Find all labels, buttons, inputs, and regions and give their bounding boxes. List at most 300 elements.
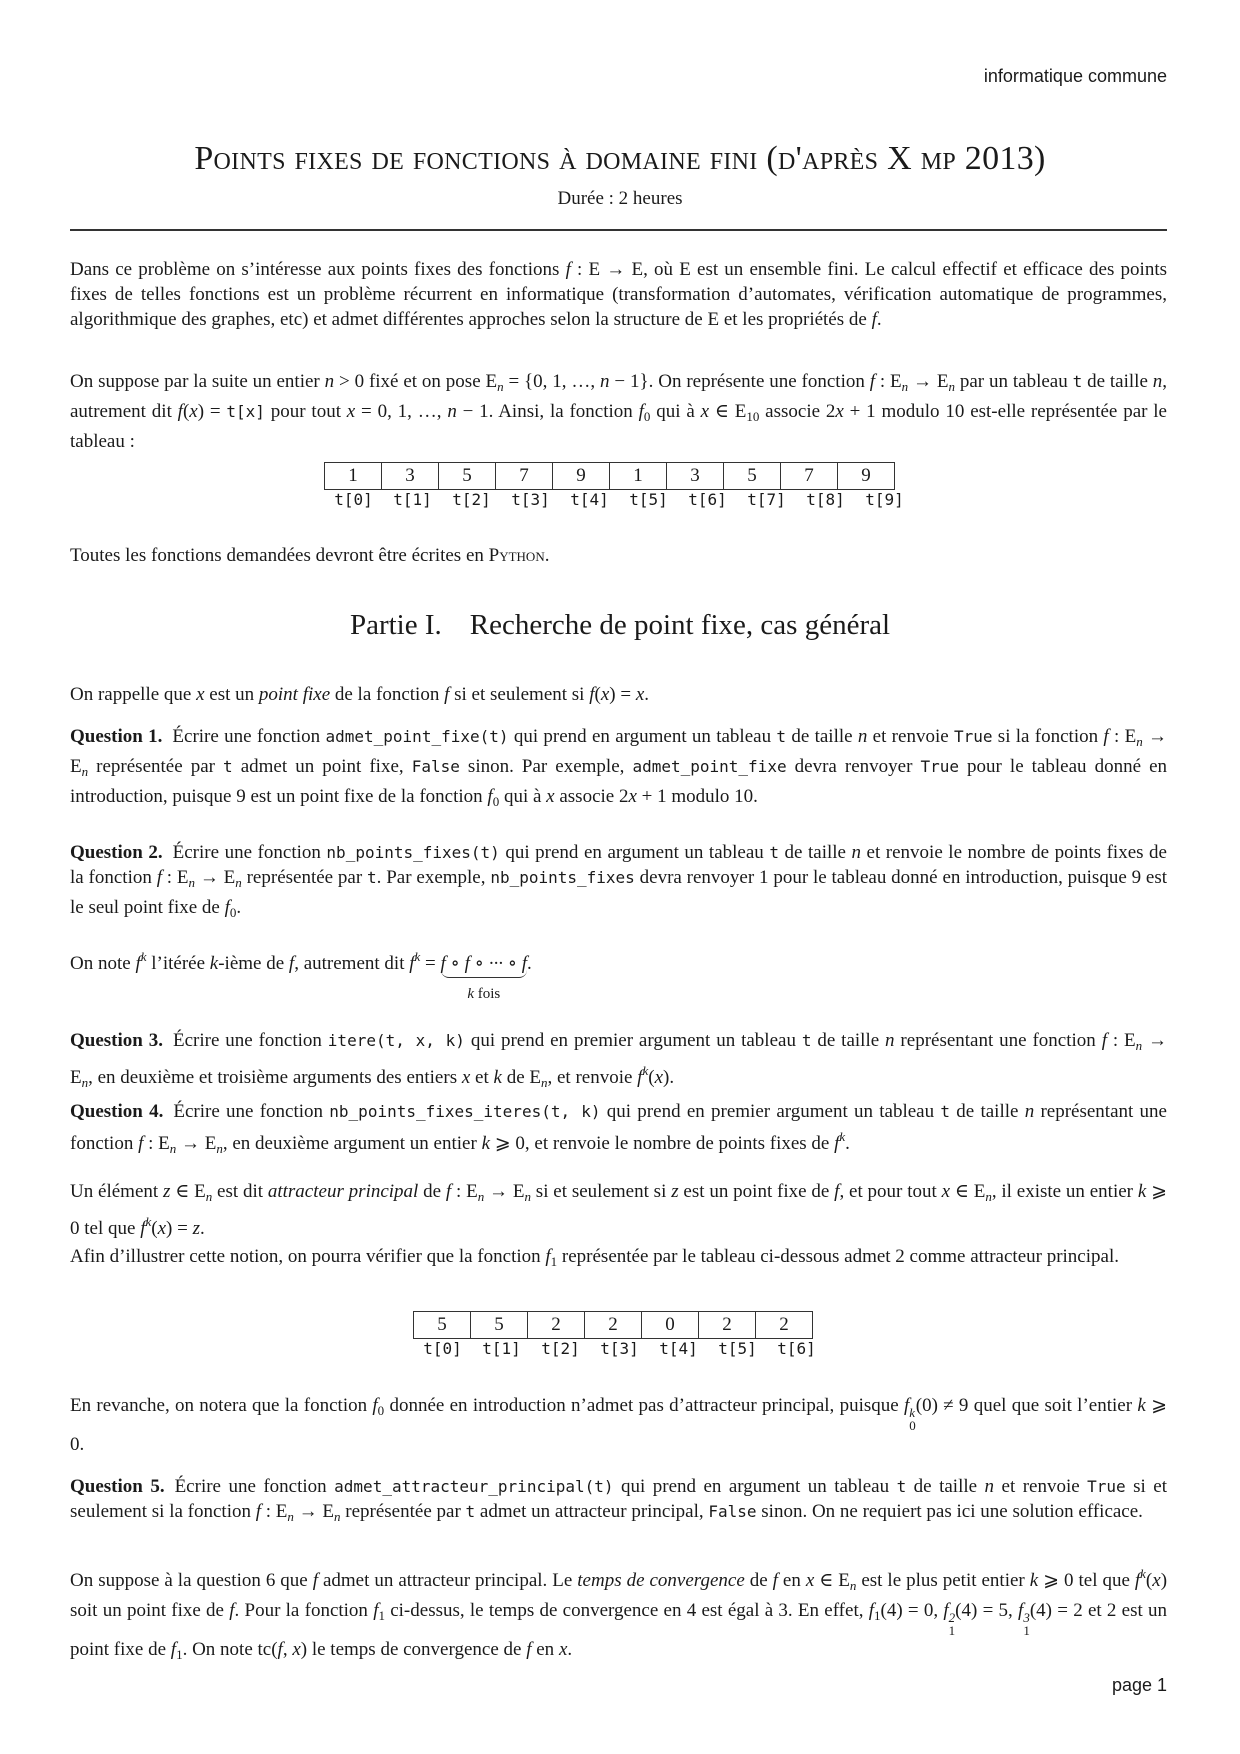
- math-var: f: [943, 1600, 949, 1621]
- text: , autrement dit: [294, 953, 410, 974]
- text: de taille: [1082, 371, 1153, 392]
- math-var: f: [638, 401, 644, 422]
- text: On suppose par la suite un entier: [70, 371, 325, 392]
- table-f0: [324, 462, 914, 509]
- code: True: [920, 757, 959, 776]
- superscript: k: [839, 1129, 846, 1144]
- text: ⩾ 0 tel que: [1038, 1570, 1135, 1591]
- array-cell: 9: [553, 463, 610, 490]
- text: donnée en introduction n’admet pas d’attracteur principal, puisque: [384, 1395, 904, 1416]
- text: .: [567, 1639, 573, 1660]
- superscript: k: [909, 1405, 916, 1420]
- text: par un tableau: [955, 371, 1073, 392]
- index-label: t[0]: [423, 1339, 462, 1358]
- text: admet un attracteur principal. Le: [317, 1570, 578, 1591]
- text: + 1 modulo 10 est-elle représentée par le tableau :: [70, 401, 1167, 452]
- code: admet_attracteur_principal(t): [334, 1477, 614, 1496]
- text: , en deuxième argument un entier: [222, 1133, 482, 1154]
- text: Toutes les fonctions demandées devront être écrites en: [70, 545, 489, 566]
- array-cell: 7: [781, 463, 838, 490]
- code: admet_point_fixe: [632, 757, 787, 776]
- composition-underbrace: [440, 953, 528, 1002]
- math-var: f: [255, 1501, 262, 1522]
- text: : E: [261, 1501, 288, 1522]
- text: en: [531, 1639, 559, 1660]
- math-var: z: [671, 1181, 679, 1202]
- text: qui prend en premier argument un tableau: [600, 1101, 941, 1122]
- math-var: k: [1029, 1570, 1039, 1591]
- math-var: f: [871, 309, 877, 330]
- math-var: n: [600, 371, 610, 392]
- math-var: k: [1137, 1395, 1146, 1416]
- text: pour tout: [264, 401, 347, 422]
- array-cell: 2: [699, 1312, 756, 1339]
- subscript: 10: [746, 409, 760, 424]
- math-var: x: [189, 401, 198, 422]
- math-var: z: [192, 1218, 200, 1239]
- subscript: n: [169, 1141, 177, 1156]
- text: si et seulement si: [530, 1181, 672, 1202]
- text: de taille: [811, 1030, 886, 1051]
- text: (0) ≠ 9 quel que soit l’entier: [915, 1395, 1138, 1416]
- index-label: t[5]: [629, 490, 668, 509]
- subscript: 0: [229, 905, 237, 920]
- text: Écrire une fonction: [172, 1030, 328, 1051]
- text: − 1}. On représente une fonction: [609, 371, 870, 392]
- text: → E: [176, 1133, 217, 1154]
- text: associe 2: [554, 786, 629, 807]
- index-label: t[8]: [806, 490, 845, 509]
- code: True: [1087, 1477, 1126, 1496]
- index-label: t[3]: [600, 1339, 639, 1358]
- math-var: x: [628, 786, 637, 807]
- text: .: [544, 545, 550, 566]
- part-number: Partie I.: [349, 609, 442, 641]
- math-var: f: [277, 1639, 283, 1660]
- array-cell: 5: [724, 463, 781, 490]
- text: admet un attracteur principal,: [475, 1501, 709, 1522]
- subscript: 0: [909, 1418, 916, 1433]
- text: : E → E, où E est un ensemble fini. Le calcul effectif et efficace des points fixes de telles fonctions est un problème récurrent en informatique (transformation d’automates, vérification automatique de programmes, algorithmique des graphes, etc) et admet différentes approches selon la structure de E et les propriétés de: [70, 259, 1167, 330]
- question-2: [70, 840, 1167, 925]
- document-title: Points fixes de fonctions à domaine fini (d'après X mp 2013): [194, 140, 1046, 177]
- text: de E: [501, 1067, 541, 1088]
- text: Écrire une fonction: [174, 1476, 335, 1497]
- subscript: 1: [948, 1623, 956, 1638]
- code: t: [776, 727, 787, 746]
- math-var: f: [135, 953, 141, 974]
- code: True: [953, 727, 993, 746]
- superscript: k: [1140, 1566, 1146, 1581]
- array-cell: 5: [439, 463, 496, 490]
- text: ∈ E: [709, 401, 747, 422]
- text: -ième de: [218, 953, 289, 974]
- text: , il existe un entier: [991, 1181, 1138, 1202]
- subscript: n: [81, 1075, 89, 1090]
- array-cell: 5: [471, 1312, 528, 1339]
- text: qui prend en premier argument un tableau: [464, 1030, 802, 1051]
- course-header: informatique commune: [983, 66, 1167, 86]
- math-var: f: [229, 1600, 235, 1621]
- math-var: f: [868, 1600, 875, 1621]
- text: sinon. Par exemple,: [459, 756, 633, 777]
- text: (4) = 5,: [955, 1600, 1019, 1621]
- index-label: t[1]: [482, 1339, 521, 1358]
- text: On suppose à la question 6 que: [70, 1570, 313, 1591]
- math-var: f: [772, 1570, 778, 1591]
- array-cell: 2: [528, 1312, 585, 1339]
- subscript: 1: [176, 1647, 183, 1662]
- question-label: Question 3.: [70, 1030, 163, 1051]
- text: → E: [293, 1501, 335, 1522]
- math-var: f: [834, 1133, 840, 1154]
- math-var: f: [372, 1395, 378, 1416]
- array-cell: 3: [667, 463, 724, 490]
- text: ,: [282, 1639, 293, 1660]
- superscript: k: [642, 1063, 649, 1078]
- text: ⩾ 0 tel que: [70, 1181, 1167, 1239]
- code: False: [411, 757, 460, 776]
- python-note: [70, 543, 1167, 568]
- subscript: n: [1136, 734, 1143, 749]
- text: ci-dessus, le temps de convergence en 4 est égal à 3. En effet,: [384, 1600, 869, 1621]
- code: t[x]: [226, 402, 265, 421]
- array-cell: 3: [382, 463, 439, 490]
- text: (: [1145, 1570, 1153, 1591]
- subscript: 1: [1023, 1623, 1030, 1638]
- subscript: n: [849, 1578, 857, 1593]
- composition: f ∘ f ∘ ··· ∘ f: [440, 953, 528, 974]
- math-var: f: [637, 1067, 643, 1088]
- iterate-definition: [70, 944, 1167, 1002]
- question-label: Question 4.: [70, 1101, 164, 1122]
- text: → E: [70, 1030, 1168, 1088]
- subscript: n: [1135, 1038, 1143, 1053]
- text: est un: [204, 684, 259, 705]
- math-var: f: [409, 953, 415, 974]
- text: . Par exemple,: [376, 867, 491, 888]
- text: qui prend en argument un tableau: [613, 1476, 897, 1497]
- text: : E: [1106, 1030, 1136, 1051]
- text: Afin d’illustrer cette notion, on pourra vérifier que la fonction: [70, 1246, 546, 1267]
- code: False: [708, 1502, 757, 1521]
- text: On note: [70, 953, 136, 974]
- index-label: t[5]: [718, 1339, 757, 1358]
- text: ) =: [609, 684, 636, 705]
- math-var: attracteur principal: [267, 1181, 419, 1202]
- math-var: k: [1137, 1181, 1147, 1202]
- code: admet_point_fixe(t): [325, 727, 509, 746]
- math-var: f: [526, 1639, 532, 1660]
- subscript: n: [216, 1141, 223, 1156]
- superscript: 3: [1023, 1610, 1030, 1625]
- superscript: k: [145, 1214, 152, 1229]
- text: représentant une fonction: [70, 1101, 1167, 1154]
- index-label: t[6]: [688, 490, 727, 509]
- small-caps: Python: [488, 545, 545, 566]
- text: ∈ E: [950, 1181, 986, 1202]
- subscript: n: [497, 379, 504, 394]
- intro-paragraph-1: [70, 257, 1167, 332]
- text: =: [420, 953, 441, 974]
- iterate-text: [70, 949, 441, 974]
- subscript: n: [81, 764, 89, 779]
- math-var: k: [493, 1067, 502, 1088]
- text: qui prend en argument un tableau: [499, 842, 770, 863]
- math-var: f: [903, 1395, 910, 1416]
- math-var: x: [805, 1570, 815, 1591]
- text: → E: [908, 371, 949, 392]
- math-var: f: [1103, 726, 1109, 747]
- subscript: n: [985, 1189, 992, 1204]
- text: ) =: [197, 401, 227, 422]
- superscript: k: [140, 949, 147, 964]
- code: t: [896, 1477, 907, 1496]
- code: t: [465, 1502, 476, 1521]
- title-divider: [70, 229, 1167, 231]
- convergence-definition: [70, 1561, 1167, 1667]
- subscript: 0: [643, 409, 651, 424]
- math-var: f: [288, 953, 295, 974]
- math-var: point fixe: [258, 684, 331, 705]
- code: nb_points_fixes: [490, 868, 635, 887]
- text: en: [777, 1570, 806, 1591]
- math-var: n: [885, 1030, 895, 1051]
- subscript: n: [477, 1189, 485, 1204]
- math-var: x: [635, 684, 645, 705]
- math-var: n: [857, 726, 868, 747]
- text: = 0, 1, …,: [355, 401, 448, 422]
- index-label: t[9]: [865, 490, 904, 509]
- index-label: t[2]: [541, 1339, 580, 1358]
- math-var: f: [138, 1133, 144, 1154]
- math-var: x: [461, 1067, 471, 1088]
- text: : E: [451, 1181, 478, 1202]
- index-labels: [413, 1339, 826, 1358]
- k-var: k: [467, 986, 474, 1002]
- text: (4) = 0,: [880, 1600, 944, 1621]
- text: . On note tc(: [182, 1639, 278, 1660]
- text: (: [182, 401, 190, 422]
- text: .: [644, 684, 649, 705]
- math-var: x: [600, 684, 610, 705]
- superscript: k: [414, 949, 421, 964]
- math-var: n: [851, 842, 861, 863]
- code: t: [801, 1031, 812, 1050]
- text: devra renvoyer: [786, 756, 921, 777]
- array-cell: 1: [610, 463, 667, 490]
- text: − 1. Ainsi, la fonction: [456, 401, 639, 422]
- subscript: 1: [550, 1254, 558, 1269]
- part-title: Recherche de point fixe, cas général: [469, 609, 891, 641]
- text: .: [845, 1133, 850, 1154]
- text: Écrire une fonction: [172, 842, 327, 863]
- text: de: [418, 1181, 446, 1202]
- math-var: f: [1101, 1030, 1107, 1051]
- code: nb_points_fixes_iteres(t, k): [329, 1102, 601, 1121]
- text: ) le temps de convergence de: [300, 1639, 527, 1660]
- math-var: f: [312, 1570, 318, 1591]
- text: représentant une fonction: [894, 1030, 1102, 1051]
- index-labels: [324, 490, 914, 509]
- text: de: [744, 1570, 773, 1591]
- text: et renvoie: [867, 726, 954, 747]
- math-var: x: [700, 401, 710, 422]
- table-f1: [413, 1311, 826, 1358]
- array-cell: 2: [585, 1312, 642, 1339]
- text: de la fonction: [330, 684, 445, 705]
- text: .: [199, 1218, 205, 1239]
- text: Un élément: [70, 1181, 163, 1202]
- math-var: f: [869, 371, 876, 392]
- text: pour le tableau donné en introduction, puisque 9 est un point fixe de la fonction: [70, 756, 1168, 807]
- text: > 0 fixé et on pose E: [334, 371, 498, 392]
- math-var: x: [1152, 1570, 1161, 1591]
- index-label: t[0]: [334, 490, 373, 509]
- text: est un point fixe de: [678, 1181, 835, 1202]
- subscript: n: [188, 875, 196, 890]
- math-var: k: [481, 1133, 490, 1154]
- text: admet un point fixe,: [232, 756, 412, 777]
- math-var: f: [156, 867, 162, 888]
- text: ) soit un point fixe de: [70, 1570, 1168, 1621]
- text: : E: [161, 867, 189, 888]
- index-label: t[1]: [393, 490, 432, 509]
- part-heading: [0, 609, 1240, 642]
- subscript: n: [205, 1189, 213, 1204]
- question-4: [70, 1099, 1167, 1161]
- math-var: n: [447, 401, 457, 422]
- text: et renvoie: [994, 1476, 1088, 1497]
- text: : E: [1108, 726, 1137, 747]
- question-label: Question 1.: [70, 726, 163, 747]
- math-var: x: [346, 401, 356, 422]
- math-var: f: [1134, 1570, 1141, 1591]
- text: (4) = 2 et 2 est un point fixe de: [70, 1600, 1168, 1660]
- text: ∈ E: [814, 1570, 850, 1591]
- subscript: n: [901, 379, 909, 394]
- text: associe 2: [759, 401, 836, 422]
- question-3: [70, 1028, 1167, 1095]
- code: t: [223, 757, 233, 776]
- text: et renvoie le nombre de points fixes de la fonction: [70, 842, 1167, 888]
- array-table: [413, 1311, 813, 1339]
- math-var: f: [1018, 1600, 1024, 1621]
- text: représentée par: [340, 1501, 466, 1522]
- math-var: z: [163, 1181, 171, 1202]
- math-var: x: [546, 786, 555, 807]
- text: → E: [195, 867, 236, 888]
- text: qui à: [499, 786, 547, 807]
- math-var: f: [545, 1246, 551, 1267]
- math-var: n: [1024, 1101, 1035, 1122]
- subscript: 0: [492, 794, 500, 809]
- math-var: f: [834, 1181, 840, 1202]
- text: est le plus petit entier: [856, 1570, 1030, 1591]
- text: (: [151, 1218, 158, 1239]
- text: = {0, 1, …,: [503, 371, 601, 392]
- attractor-definition: [70, 1179, 1167, 1241]
- array-cell: 7: [496, 463, 553, 490]
- subscript: n: [235, 875, 242, 890]
- array-table: [324, 462, 895, 490]
- math-var: x: [157, 1218, 167, 1239]
- question-label: Question 5.: [70, 1476, 165, 1497]
- array-cell: 1: [325, 463, 382, 490]
- text: est dit: [212, 1181, 268, 1202]
- text: Dans ce problème on s’intéresse aux points fixes des fonctions: [70, 259, 566, 280]
- code: nb_points_fixes(t): [326, 843, 500, 862]
- index-label: t[2]: [452, 490, 491, 509]
- math-var: n: [1152, 371, 1163, 392]
- text: si et seulement si: [449, 684, 590, 705]
- index-label: t[3]: [511, 490, 550, 509]
- subscript: n: [334, 1509, 341, 1524]
- text: de taille: [906, 1476, 985, 1497]
- page-number: page 1: [1111, 1675, 1167, 1695]
- text: sinon. On ne requiert pas ici une solution efficace.: [756, 1501, 1143, 1522]
- subscript: n: [540, 1075, 548, 1090]
- text: , autrement dit: [70, 371, 1168, 422]
- text: . Pour la fonction: [234, 1600, 374, 1621]
- math-var: x: [558, 1639, 568, 1660]
- text: : E: [875, 371, 902, 392]
- text: de taille: [778, 842, 852, 863]
- text: → E: [70, 726, 1168, 777]
- exam-duration: Durée : 2 heures: [557, 188, 683, 209]
- text: En revanche, on notera que la fonction: [70, 1395, 373, 1416]
- counter-example: [70, 1393, 1167, 1457]
- math-var: f: [565, 259, 571, 280]
- index-label: t[7]: [747, 490, 786, 509]
- code: itere(t, x, k): [327, 1031, 465, 1050]
- math-var: f: [589, 684, 595, 705]
- fois-label: fois: [473, 986, 501, 1002]
- text: ) =: [166, 1218, 193, 1239]
- illustration-text: [70, 1244, 1167, 1274]
- array-cell: 9: [838, 463, 895, 490]
- question-5: [70, 1474, 1167, 1529]
- fixed-point-definition: [70, 682, 1167, 707]
- code: t: [1072, 372, 1083, 391]
- array-cell: 5: [414, 1312, 471, 1339]
- text: ).: [663, 1067, 675, 1088]
- math-var: x: [196, 684, 205, 705]
- code: t: [940, 1102, 951, 1121]
- text: , et renvoie: [547, 1067, 638, 1088]
- subscript: 1: [378, 1608, 385, 1623]
- text: Écrire une fonction: [172, 726, 326, 747]
- text: .: [236, 897, 242, 918]
- array-cell: 2: [756, 1312, 813, 1339]
- math-var: f: [224, 897, 230, 918]
- math-var: f: [140, 1218, 146, 1239]
- code: t: [367, 868, 377, 887]
- text: ∈ E: [170, 1181, 206, 1202]
- text: ⩾ 0.: [70, 1395, 1167, 1455]
- text: (: [648, 1067, 655, 1088]
- text: (: [594, 684, 601, 705]
- math-var: n: [984, 1476, 995, 1497]
- index-label: t[6]: [777, 1339, 816, 1358]
- math-var: x: [835, 401, 844, 422]
- text: si et seulement si la fonction: [70, 1476, 1168, 1522]
- text: représentée par le tableau ci-dessous admet 2 comme attracteur principal.: [557, 1246, 1119, 1267]
- subscript: n: [948, 379, 955, 394]
- subscript: n: [524, 1189, 531, 1204]
- text: qui à: [650, 401, 701, 422]
- period: .: [527, 953, 532, 974]
